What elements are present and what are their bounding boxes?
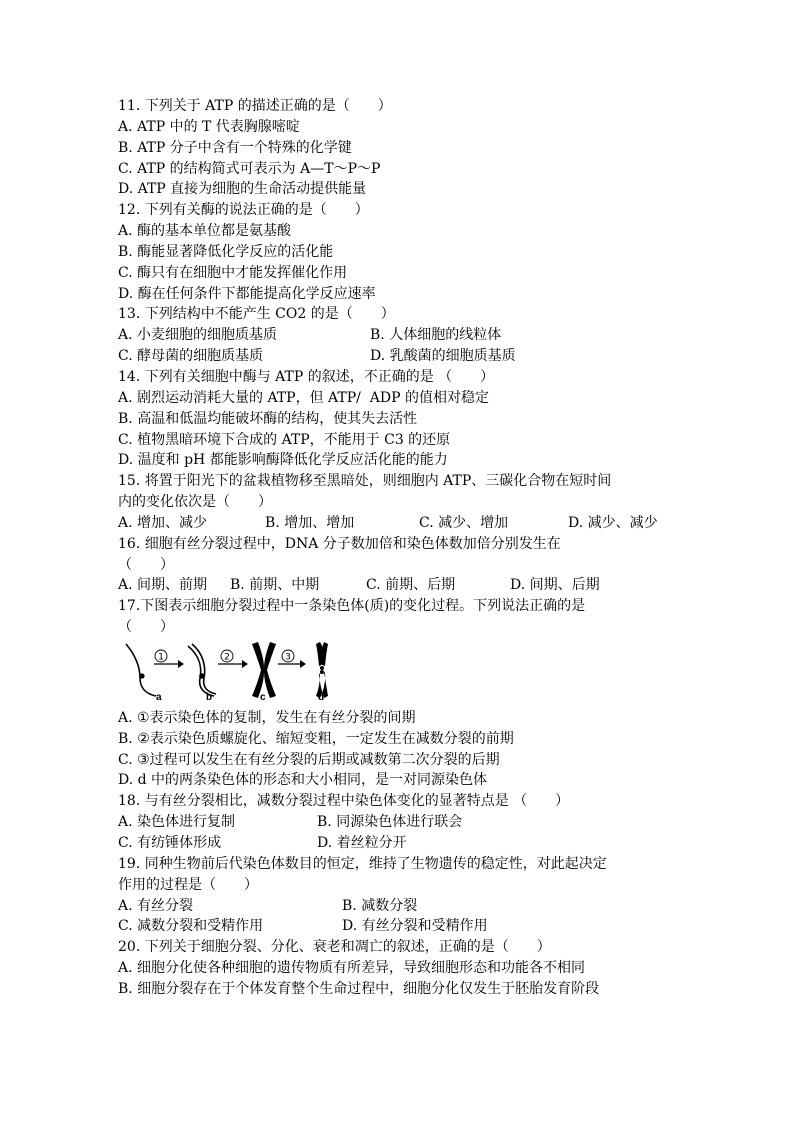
- q19-options-row-2: [118, 916, 678, 937]
- figure-label-b: b: [206, 691, 213, 703]
- q17-option-b: B. ②表示染色质螺旋化、缩短变粗，一定发生在减数分裂的前期: [118, 730, 514, 747]
- q19-option-c: C. 减数分裂和受精作用: [118, 918, 264, 935]
- q13-option-c: C. 酵母菌的细胞质基质: [118, 348, 264, 365]
- arrow-3-head: [300, 660, 306, 668]
- q14-option-b: B. 高温和低温均能破坏酶的结构，使其失去活性: [118, 410, 418, 427]
- q12-option-a: A. 酶的基本单位都是氨基酸: [118, 223, 292, 240]
- question-17-stem-line-1: 17.下图表示细胞分裂过程中一条染色体(质)的变化过程。下列说法正确的是: [118, 598, 586, 615]
- q15-options-row: [118, 513, 678, 534]
- q18-option-c: C. 有纺锤体形成: [118, 835, 222, 851]
- step-2-label: 2: [224, 652, 230, 663]
- q20-option-a: A. 细胞分化使各种细胞的遗传物质有所差异，导致细胞形态和功能各不相同: [118, 960, 586, 977]
- arrow-1-head: [178, 660, 184, 668]
- step-3-label: 3: [285, 652, 291, 663]
- question-19-stem-line-2: 作用的过程是（ ）: [118, 876, 258, 893]
- q12-option-c: C. 酶只有在细胞中才能发挥催化作用: [118, 264, 348, 281]
- figure-label-a: a: [156, 691, 162, 703]
- q18-options-row-1: [118, 812, 678, 833]
- q11-option-c: C. ATP 的结构简式可表示为 A—T～P～P: [118, 160, 381, 177]
- q11-option-b: B. ATP 分子中含有一个特殊的化学键: [118, 139, 352, 156]
- chromosome-change-figure: [118, 642, 678, 708]
- chromatid-d-upper: [316, 642, 328, 666]
- q12-option-d: D. 酶在任何条件下都能提高化学反应速率: [118, 285, 376, 302]
- q18-option-a: A. 染色体进行复制: [118, 814, 236, 831]
- q17-option-d: D. d 中的两条染色体的形态和大小相同，是一对同源染色体: [118, 772, 488, 789]
- question-17-stem-line-2: （ ）: [118, 619, 174, 636]
- q16-option-a: A. 间期、前期: [118, 577, 208, 594]
- q13-options-row-2: [118, 346, 678, 367]
- q13-options-row-1: [118, 325, 678, 346]
- centromere-b: [199, 673, 205, 679]
- q18-options-row-2: [118, 833, 678, 854]
- q11-option-d: D. ATP 直接为细胞的生命活动提供能量: [118, 181, 367, 198]
- centromere-a: [139, 673, 144, 678]
- q13-option-a: A. 小麦细胞的细胞质基质: [118, 327, 278, 344]
- centromere-d-upper: [320, 666, 324, 670]
- chromosome-c: [252, 642, 276, 698]
- q16-option-b: B. 前期、中期: [230, 577, 320, 594]
- q12-option-b: B. 酶能显著降低化学反应的活化能: [118, 243, 334, 260]
- centromere-d-lower: [320, 670, 324, 674]
- question-15-stem-line-2: 内的变化依次是（ ）: [118, 494, 272, 511]
- step-1-label: 1: [158, 652, 164, 663]
- question-20-stem: 20. 下列关于细胞分裂、分化、衰老和凋亡的叙述，正确的是（ ）: [118, 939, 551, 956]
- q16-options-row: [118, 575, 678, 596]
- q16-option-d: D. 间期、后期: [510, 577, 600, 594]
- q15-option-c: C. 减少、增加: [419, 514, 509, 531]
- q19-option-a: A. 有丝分裂: [118, 897, 194, 914]
- q14-option-a: A. 剧烈运动消耗大量的 ATP，但 ATP/ ADP 的值相对稳定: [118, 389, 489, 406]
- question-18-stem: 18. 与有丝分裂相比，减数分裂过程中染色体变化的显著特点是 （ ）: [118, 793, 570, 810]
- q15-option-b: B. 增加、增加: [265, 514, 355, 531]
- question-19-stem-line-1: 19. 同种生物前后代染色体数目的恒定，维持了生物遗传的稳定性，对此起决定: [118, 855, 607, 872]
- figure-label-c: c: [260, 691, 266, 703]
- q20-option-b: B. 细胞分裂存在于个体发育整个生命过程中，细胞分化仅发生于胚胎发育阶段: [118, 980, 600, 997]
- question-16-stem-line-2: （ ）: [118, 556, 174, 573]
- q18-option-b: B. 同源染色体进行联会: [317, 814, 463, 831]
- question-14-stem: 14. 下列有关细胞中酶与 ATP 的叙述，不正确的是 （ ）: [118, 368, 495, 385]
- chromatin-b-2: [192, 644, 216, 694]
- chromosome-diagram: [118, 642, 338, 708]
- question-13-stem: 13. 下列结构中不能产生 CO2 的是（ ）: [118, 306, 395, 323]
- arrow-2-head: [242, 660, 248, 668]
- chromatin-b-1: [188, 646, 214, 696]
- q14-option-d: D. 温度和 pH 都能影响酶降低化学反应活化能的能力: [118, 452, 448, 469]
- exam-page: [118, 96, 678, 1000]
- q13-option-d: D. 乳酸菌的细胞质基质: [370, 348, 516, 365]
- q15-option-a: A. 增加、减少: [118, 514, 208, 531]
- question-12-stem: 12. 下列有关酶的说法正确的是（ ）: [118, 202, 369, 219]
- figure-label-d: d: [318, 691, 325, 703]
- q18-option-d: D. 着丝粒分开: [317, 835, 407, 851]
- q17-option-c: C. ③过程可以发生在有丝分裂的后期或减数第二次分裂的后期: [118, 751, 500, 768]
- q13-option-b: B. 人体细胞的线粒体: [370, 327, 502, 344]
- q19-option-b: B. 减数分裂: [342, 897, 418, 914]
- q15-option-d: D. 减少、减少: [568, 514, 658, 531]
- q19-options-row-1: [118, 896, 678, 917]
- chromatin-a: [126, 644, 156, 696]
- q16-option-c: C. 前期、后期: [366, 577, 456, 594]
- q17-option-a: A. ①表示染色体的复制，发生在有丝分裂的间期: [118, 709, 416, 726]
- q19-option-d: D. 有丝分裂和受精作用: [342, 918, 488, 935]
- question-15-stem-line-1: 15. 将置于阳光下的盆栽植物移至黑暗处，则细胞内 ATP、三碳化合物在短时间: [118, 473, 612, 490]
- question-16-stem-line-1: 16. 细胞有丝分裂过程中，DNA 分子数加倍和染色体数加倍分别发生在: [118, 535, 561, 552]
- q11-option-a: A. ATP 中的 T 代表胸腺嘧啶: [118, 118, 300, 135]
- q14-option-c: C. 植物黑暗环境下合成的 ATP，不能用于 C3 的还原: [118, 431, 451, 448]
- question-11-stem: 11. 下列关于 ATP 的描述正确的是（ ）: [118, 98, 392, 114]
